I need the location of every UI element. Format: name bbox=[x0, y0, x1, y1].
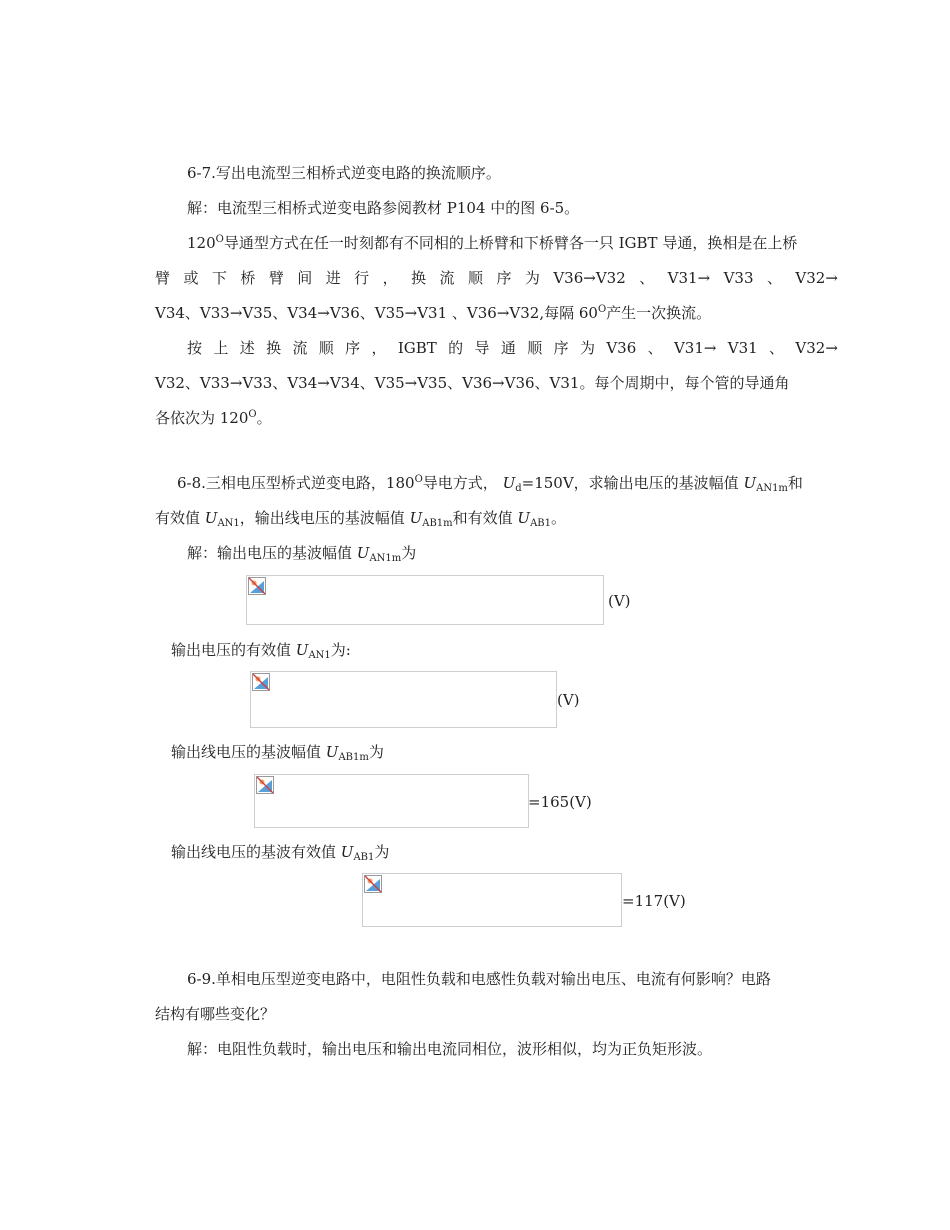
text-token: 换 bbox=[411, 269, 427, 287]
q67-question: 6-7.写出电流型三相桥式逆变电路的换流顺序。 bbox=[187, 164, 501, 182]
q68-question-line2: 有效值 $U_{AN1}$，输出线电压的基波幅值 $U_{AB1m}$和有效值 $U_{AB1}$。 bbox=[155, 509, 567, 529]
broken-image-icon bbox=[256, 776, 274, 794]
text-token: V31 bbox=[727, 339, 758, 357]
text-token: 桥 bbox=[240, 269, 256, 287]
text-token: V32→ bbox=[795, 269, 838, 287]
text-token: 或 bbox=[183, 269, 199, 287]
text-token: V31→ bbox=[667, 269, 711, 287]
formula-image-3 bbox=[254, 774, 529, 828]
text-token: 顺 bbox=[318, 339, 334, 357]
text-token: 进 bbox=[325, 269, 341, 287]
text-token: 述 bbox=[239, 339, 255, 357]
formula-3-result: =165(V) bbox=[528, 793, 592, 811]
text-token: 下 bbox=[211, 269, 227, 287]
text-token: 流 bbox=[292, 339, 308, 357]
q68-solution-1-label: 解：输出电压的基波幅值 $U_{AN1m}$为 bbox=[187, 544, 417, 564]
text-token: 按 bbox=[187, 339, 203, 357]
text-token: 通 bbox=[500, 339, 516, 357]
text-token: 导 bbox=[474, 339, 490, 357]
formula-image-2 bbox=[250, 671, 557, 728]
text-token: 序 bbox=[496, 269, 512, 287]
text-token: 顺 bbox=[527, 339, 543, 357]
text-token: 的 bbox=[448, 339, 464, 357]
text-token: 、 bbox=[769, 339, 785, 357]
q67-para2-line1 bbox=[187, 338, 838, 358]
text-token: 行 bbox=[354, 269, 370, 287]
text-token: 序 bbox=[345, 339, 361, 357]
q67-answer-intro: 解：电流型三相桥式逆变电路参阅教材 P104 中的图 6-5。 bbox=[187, 199, 580, 217]
text-token: 为 bbox=[524, 269, 540, 287]
text-token: V32→ bbox=[795, 339, 838, 357]
q68-solution-2-label: 输出电压的有效值 $U_{AN1}$为: bbox=[171, 641, 351, 661]
text-token: 换 bbox=[266, 339, 282, 357]
broken-image-icon bbox=[248, 577, 266, 595]
text-token: 顺 bbox=[467, 269, 483, 287]
text-token: 、 bbox=[766, 269, 782, 287]
formula-image-1 bbox=[246, 575, 604, 625]
q67-para1-line3: V34、V33→V35、V34→V36、V35→V31 、V36→V32,每隔 $60^O$产生一次换流。 bbox=[155, 304, 712, 322]
broken-image-icon bbox=[252, 673, 270, 691]
text-token: V36→V32 bbox=[553, 269, 626, 287]
q69-question-line1: 6-9.单相电压型逆变电路中，电阻性负载和电感性负载对输出电压、电流有何影响？电路 bbox=[187, 970, 771, 988]
text-token: IGBT bbox=[397, 339, 437, 357]
text-token: 、 bbox=[639, 269, 655, 287]
q67-para1-line1: $120^O$导通型方式在任一时刻都有不同相的上桥臂和下桥臂各一只 IGBT 导通，换相是在上桥 bbox=[187, 234, 798, 252]
q69-question-line2: 结构有哪些变化？ bbox=[155, 1005, 276, 1023]
q68-solution-4-label: 输出线电压的基波有效值 $U_{AB1}$为 bbox=[171, 843, 390, 863]
text-token: 、 bbox=[647, 339, 663, 357]
text-token: 序 bbox=[553, 339, 569, 357]
text-token: ， bbox=[382, 269, 398, 287]
text-token: V36 bbox=[606, 339, 637, 357]
text-token: 臂 bbox=[268, 269, 284, 287]
text-token: 为 bbox=[579, 339, 595, 357]
q69-answer: 解：电阻性负载时，输出电压和输出电流同相位，波形相似，均为正负矩形波。 bbox=[187, 1040, 713, 1058]
q67-para2-line3: 各依次为 $120^O$。 bbox=[155, 409, 272, 427]
formula-image-4 bbox=[362, 873, 622, 927]
formula-2-unit: (V) bbox=[557, 691, 580, 709]
text-token: ， bbox=[371, 339, 387, 357]
q67-para2-line2: V32、V33→V33、V34→V34、V35→V35、V36→V36、V31。每个周期中，每个管的导通角 bbox=[155, 374, 790, 392]
q68-question-line1: 6-8.三相电压型桥式逆变电路，$180^O$导电方式， $U_d=150V$，求输出电压的基波幅值 $U_{AN1m}$和 bbox=[177, 474, 803, 494]
text-token: 流 bbox=[439, 269, 455, 287]
text-token: 臂 bbox=[155, 269, 171, 287]
formula-1-unit: (V) bbox=[608, 592, 631, 610]
text-token: V33 bbox=[723, 269, 754, 287]
broken-image-icon bbox=[364, 875, 382, 893]
q67-para1-line2 bbox=[155, 268, 838, 288]
text-token: 间 bbox=[297, 269, 313, 287]
formula-4-result: =117(V) bbox=[622, 892, 686, 910]
text-token: 上 bbox=[213, 339, 229, 357]
q68-solution-3-label: 输出线电压的基波幅值 $U_{AB1m}$为 bbox=[171, 743, 384, 763]
text-token: V31→ bbox=[673, 339, 717, 357]
